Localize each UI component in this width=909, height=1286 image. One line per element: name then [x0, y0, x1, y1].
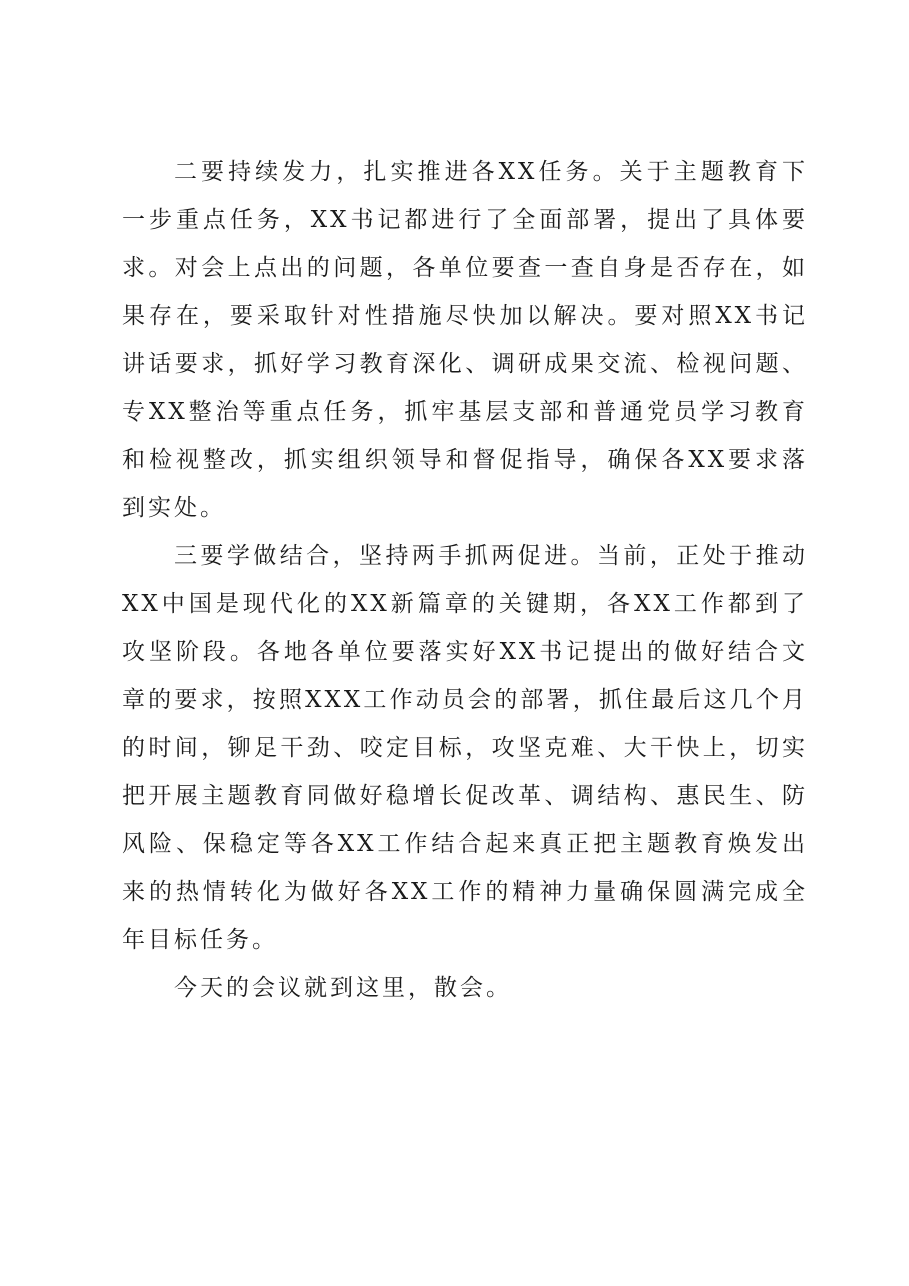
paragraph-closing: 今天的会议就到这里，散会。 — [174, 975, 512, 1001]
paragraph-tasks: 二要持续发力，扎实推进各XX任务。关于主题教育下一步重点任务，XX书记都进行了全面部署，提出了具体要求。对会上点出的问题，各单位要查一查自身是否存在，如果存在，要采取针对性措施尽快加以解决。要对照XX书记讲话要求，抓好学习教育深化、调研成果交流、检视问题、专XX整治等重点任务，抓牢基层支部和普通党员学习教育和检视整改，抓实组织领导和督促指导，确保各XX要求落到实处。 — [122, 159, 808, 521]
paragraph-combine-work: 三要学做结合，坚持两手抓两促进。当前，正处于推动XX中国是现代化的XX新篇章的关键期，各XX工作都到了攻坚阶段。各地各单位要落实好XX书记提出的做好结合文章的要求，按照XXX工作动员会的部署，抓住最后这几个月的时间，铆足干劲、咬定目标，攻坚克难、大干快上，切实把开展主题教育同做好稳增长促改革、调结构、惠民生、防风险、保稳定等各XX工作结合起来真正把主题教育焕发出来的热情转化为做好各XX工作的精神力量确保圆满完成全年目标任务。 — [122, 543, 808, 953]
document-body — [122, 148, 808, 1012]
